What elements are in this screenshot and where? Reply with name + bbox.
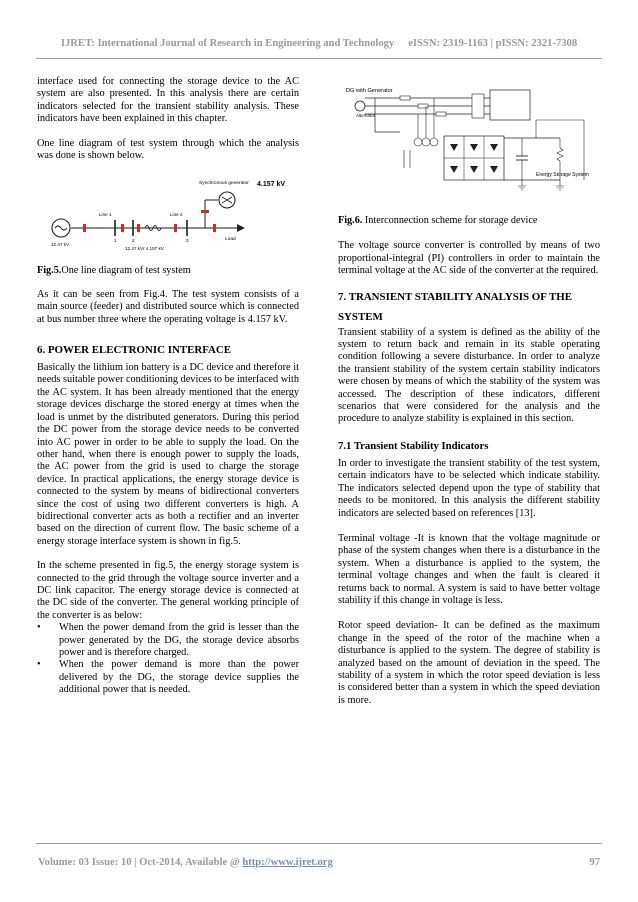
journal-link[interactable]: http://www.ijret.org [242,857,333,868]
left-column [37,76,299,697]
bus2-label: 2 [132,238,135,244]
voltage-label: 4.157 kV [257,181,286,189]
running-header [0,38,638,49]
right-column [338,76,600,707]
source-kv-label: 12.47 kV [51,242,70,248]
issn-text: eISSN: 2319-1163 | pISSN: 2321-7308 [408,38,578,49]
load-box [490,90,530,120]
paragraph: interface used for connecting the storage device to the AC system are also presented. In this analysis there are certain indicators selected for the transient stability analysis. These indicators have been explained in this chapter. [37,76,299,125]
battery-icon [557,148,563,161]
paragraph: In the scheme presented in fig.5, the energy storage system is connected to the grid through the voltage source inverter and a DC link capacitor. The energy storage device is connected at the DC side of the converter. The general working principle of the converter is as below: [37,560,299,621]
transformer-kv-label: 12.47 kV/ 4.157 kV [125,246,164,252]
paragraph: As it can be seen from Fig.4. The test system consists of a main source (feeder) and distributed source which is connected at bus number three where the operating voltage is 4.157 kV. [37,288,299,325]
footer-volume-text: Volume: 03 Issue: 10 | Oct-2014, Available @ [38,857,243,868]
list-item: • When the power demand from the grid is lesser than the power generated by the DG, the storage device absorbs power and is therefore charged. [37,622,299,658]
paragraph: Rotor speed deviation- It can be defined as the maximum change in the speed of the rotor of the machine when a disturbance is applied to the system. The degree of stability is analyzed based on the amount of deviation in the speed. The stability of a system in which the rotor speed deviation is less is considered better than a system in which the speed deviation is more. [338,620,600,706]
journal-title: IJRET: International Journal of Research in Engineering and Technology [60,38,395,49]
list-item: • When the power demand is more than the power delivered by the DG, the storage device supplies the additional power that is needed. [37,659,299,696]
subsection-7-1-heading: 7.1 Transient Stability Indicators [338,439,489,452]
page-number: 97 [589,857,600,868]
paragraph: Terminal voltage -It is known that the voltage magnitude or phase of the system changes when there is a disturbance in the system. When a disturbance is applied to the system, the terminal voltage changes and when the fault is cleared it returns back to normal. A system is said to have better voltage stability if this change in voltage is less. [338,532,600,606]
dg-label: DG with Generator [346,88,393,94]
bus3-label: 3 [186,238,189,244]
bus1-label: 1 [114,238,117,244]
ess-label: Energy Storage System [536,172,589,178]
section-7-heading: 7. TRANSIENT STABILITY ANALYSIS OF THE SYSTEM [338,290,573,323]
load-label: Load [225,237,236,243]
header-rule [36,58,602,59]
paragraph: Transient stability of a system is defined as the ability of the system to return back and remain in its stable operating condition following a severe disturbance. In order to analyze the transient stability of the system certain stability indicators were chosen by means of which the stability of the system was accessed. The description of these indicators, different scenarios that were considered for the analysis and the procedure to analyze stability is explained in this section. [338,326,600,425]
alternator-label: Alternator [356,113,376,118]
generator-label: Synchronous generator [199,181,249,187]
line1-label: Line 1 [99,212,112,218]
bullet-list [37,622,299,696]
paragraph: One line diagram of test system through which the analysis was done is shown below. [37,137,299,162]
load-arrow-icon [237,224,245,232]
figure-5-caption: Fig.5.One line diagram of test system [37,265,191,277]
alternator-icon [355,101,365,111]
interconnection-scheme-diagram [340,76,598,202]
figure-6 [338,76,600,202]
paragraph: Basically the lithium ion battery is a DC device and therefore it needs suitable power conditioning devices to be interfaced with the AC system. It has been already mentioned that the energy storage devices discharge the stored energy at times when the load is unmet by the distributed generators. During this period the DC power from the storage device needs to be converted into AC power in order to be able to supply the load. On the other hand, when there is enough power to supply the loads, the AC power from the grid is used to charge the storage device. In practical applications, the energy storage device is connected to the system by means of bidirectional converters since the cost of using two different converters is high. A bidirectional converter acts as both a rectifier and an inverter based on the direction of current flow. The basic scheme of a energy storage interface system is shown in fig.5. [37,362,299,547]
line2-label: Line 2 [170,212,183,218]
figure-6-caption: Fig.6. Interconnection scheme for storage device [338,215,538,226]
paragraph: The voltage source converter is controlled by means of two proportional-integral (PI) controllers in order to maintain the terminal voltage at the AC side of the converter at the required. [338,240,600,277]
section-6-heading: 6. POWER ELECTRONIC INTERFACE [37,344,232,357]
footer-rule [36,843,602,844]
paragraph: In order to investigate the transient stability of the test system, certain indicators have to be selected which indicate stability. The indicators selected depend upon the type of stability that needs to be monitored. In this analysis the different stability indicators are selected based on references [13]. [338,457,600,519]
running-footer [38,857,600,868]
figure-5 [37,176,299,264]
one-line-diagram [37,176,299,264]
